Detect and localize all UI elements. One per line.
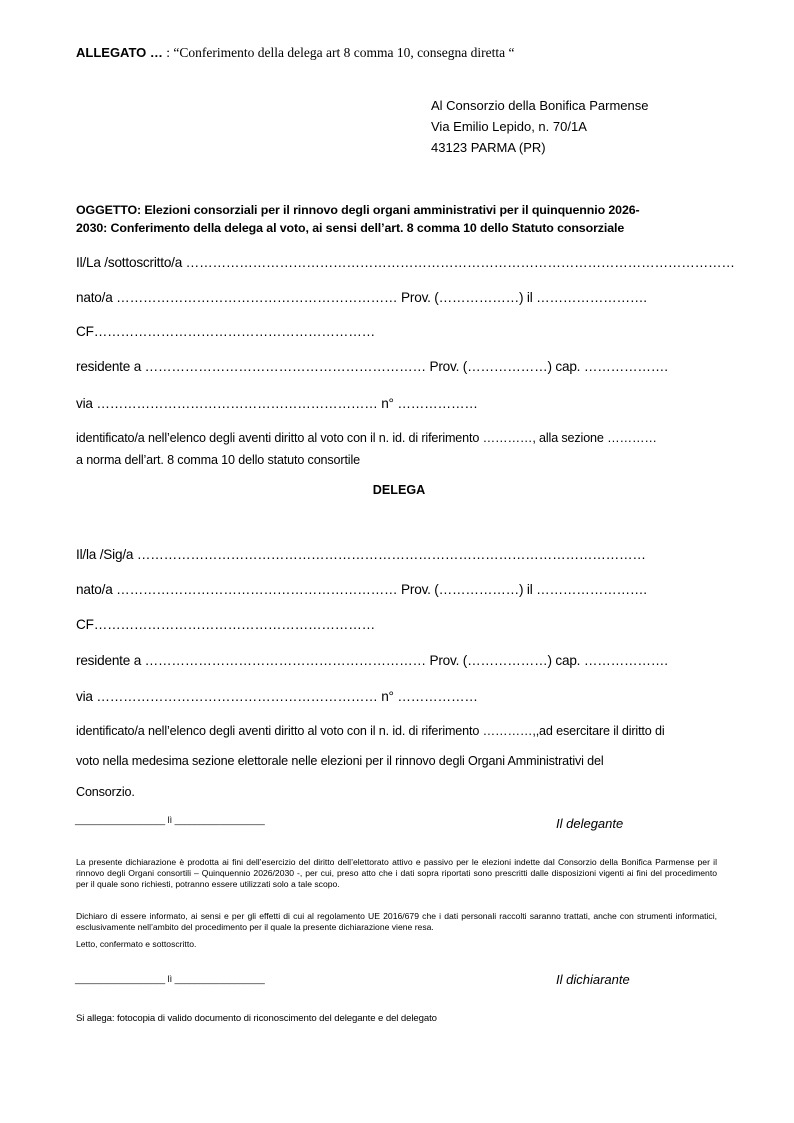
subject-line-1: OGGETTO: Elezioni consorziali per il rinnovo degli organi amministrativi per il quinquennio 2026- — [76, 203, 640, 217]
subject — [76, 201, 640, 237]
signature-place-date-1 — [75, 815, 265, 825]
delegante-identification-line-2: a norma dell’art. 8 comma 10 dello statuto consortile — [76, 453, 360, 467]
recipient-street: Via Emilio Lepido, n. 70/1A — [431, 119, 587, 134]
date-blank: __________________ — [174, 815, 265, 825]
delegato-cf-field: CF……………………………………………………… — [76, 617, 375, 632]
dichiarante-signature-label: Il dichiarante — [556, 972, 630, 987]
place-blank: __________________ — [75, 974, 166, 984]
delegante-residence-field: residente a ……………………………………………………… Prov. (………………) cap. ………………. — [76, 359, 668, 374]
delega-heading: DELEGA — [372, 483, 426, 497]
attachment-description: : “Conferimento della delega art 8 comma 10, consegna diretta “ — [162, 45, 515, 60]
recipient-city: 43123 PARMA (PR) — [431, 140, 546, 155]
delegato-street-field: via ……………………………………………………… n° ……………… — [76, 689, 478, 704]
subject-line-2: 2030: Conferimento della delega al voto, ai sensi dell’art. 8 comma 10 dello Statuto consorziale — [76, 221, 625, 235]
privacy-paragraph-1: La presente dichiarazione è prodotta ai fini dell’esercizio del diritto dell’elettorato attivo e passivo per le elezioni indette dal Consorzio della Bonifica Parmense per il rinnovo degli Organi consortili – Quinquennio 2026/2030 -, per cui, preso atto che i dati sopra riportati sono prescritti dalle disposizioni vigenti ai fini del procedimento per il quale sono richiesti, potranno essere utilizzati solo a tale scopo. — [76, 857, 717, 889]
recipient-address — [431, 95, 649, 158]
privacy-paragraph-2: Dichiaro di essere informato, ai sensi e per gli effetti di cui al regolamento UE 2016/679 che i dati personali raccolti saranno trattati, anche con strumenti informatici, esclusivamente nell’ambito del procedimento per il quale la presente dichiarazione viene resa. — [76, 911, 717, 932]
recipient-name: Al Consorzio della Bonifica Parmense — [431, 98, 649, 113]
attachment-label: ALLEGATO … — [76, 45, 163, 60]
attachment-title — [76, 45, 515, 61]
delegato-birth-field: nato/a ……………………………………………………… Prov. (………………) il ……………………. — [76, 582, 647, 597]
delegato-residence-field: residente a ……………………………………………………… Prov. (………………) cap. ………………. — [76, 653, 668, 668]
place-blank: __________________ — [75, 815, 166, 825]
delegato-identification-line-2: voto nella medesima sezione elettorale nelle elezioni per il rinnovo degli Organi Amministrativi del — [76, 754, 604, 768]
attachment-note: Si allega: fotocopia di valido documento di riconoscimento del delegante e del delegato — [76, 1013, 437, 1024]
delegante-identification-line-1: identificato/a nell’elenco degli aventi diritto al voto con il n. id. di riferimento …………, alla sezione ………… — [76, 431, 657, 445]
delegante-signature-label: Il delegante — [556, 816, 624, 831]
date-blank: __________________ — [174, 974, 265, 984]
signature-place-date-2 — [75, 974, 265, 984]
delegante-name-field: Il/La /sottoscritto/a …………………………………………………………………………………………………………… — [76, 255, 735, 270]
delegante-birth-field: nato/a ……………………………………………………… Prov. (………………) il ……………………. — [76, 290, 647, 305]
delegante-street-field: via ……………………………………………………… n° ……………… — [76, 396, 478, 411]
li-label: lì — [167, 974, 173, 984]
li-label: lì — [167, 815, 173, 825]
privacy-paragraph-3: Letto, confermato e sottoscritto. — [76, 939, 197, 949]
delegante-cf-field: CF……………………………………………………… — [76, 324, 375, 339]
delegato-identification-line-1: identificato/a nell’elenco degli aventi diritto al voto con il n. id. di riferimento …………,,ad esercitare il diritto di — [76, 724, 665, 738]
delegato-name-field: Il/la /Sig/a …………………………………………………………………………………………………… — [76, 547, 646, 562]
delegato-identification-line-3: Consorzio. — [76, 785, 135, 799]
